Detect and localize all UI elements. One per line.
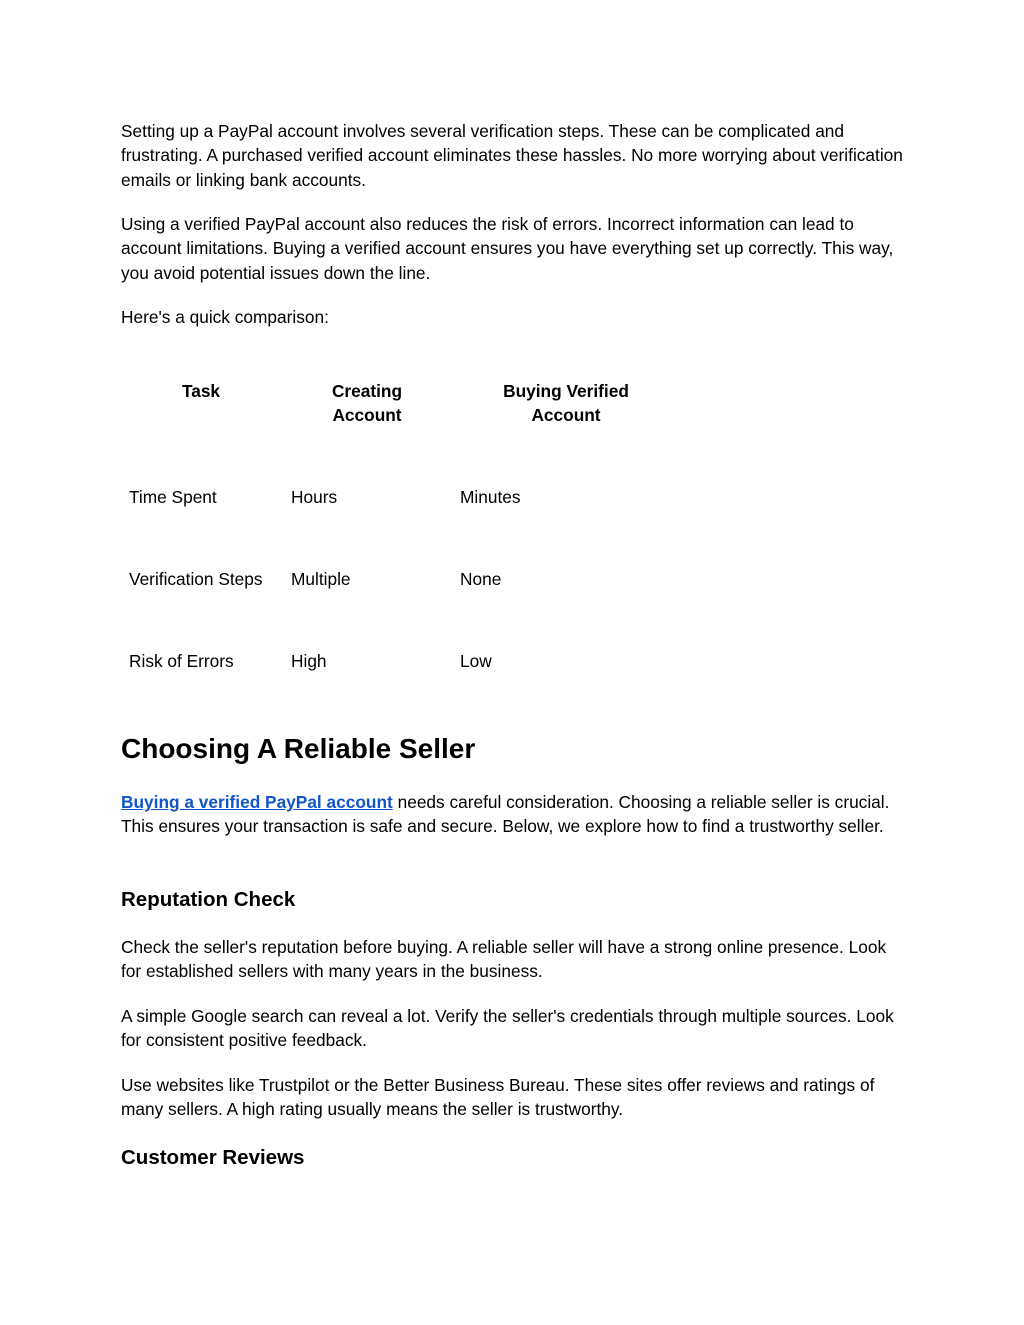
subheading-reputation-check: Reputation Check [121,888,296,911]
intro-paragraph-1: Setting up a PayPal account involves several verification steps. These can be complicated and frustrating. A purchased verified account eliminates these hassles. No more worrying about verification emails or linking bank accounts. [121,121,903,190]
table-cell: Verification Steps [129,569,263,589]
section-heading: Choosing A Reliable Seller [121,733,476,764]
table-cell: Low [460,651,492,671]
reputation-paragraph-2: A simple Google search can reveal a lot. Verify the seller's credentials through multiple sources. Look for consistent positive feedback. [121,1006,894,1051]
section-intro-paragraph [121,790,911,839]
table-cell: Risk of Errors [129,651,234,671]
table-cell: Hours [291,487,338,507]
table-cell: Time Spent [129,487,217,507]
section-intro-text: needs careful consideration. Choosing a reliable seller is crucial. This ensures your transaction is safe and secure. Below, we explore how to find a trustworthy seller. [121,792,890,837]
reputation-paragraph-3: Use websites like Trustpilot or the Better Business Bureau. These sites offer reviews and ratings of many sellers. A high rating usually means the seller is trustworthy. [121,1075,875,1120]
table-header-task: Task [181,381,221,401]
table-cell: High [291,651,327,671]
reputation-paragraph-1: Check the seller's reputation before buying. A reliable seller will have a strong online presence. Look for established sellers with many years in the business. [121,937,887,982]
table-header-creating: Creating Account [331,381,403,426]
intro-paragraph-2: Using a verified PayPal account also reduces the risk of errors. Incorrect information can lead to account limitations. Buying a verified account ensures you have everything set up correctly. This way, you avoid potential issues down the line. [121,214,894,283]
table-header-buying: Buying Verified Account [503,381,629,426]
subheading-customer-reviews: Customer Reviews [121,1146,305,1169]
buy-verified-account-link[interactable]: Buying a verified PayPal account [121,792,393,812]
table-cell: Multiple [291,569,351,589]
intro-paragraph-3: Here's a quick comparison: [121,307,329,327]
table-cell: None [460,569,502,589]
table-cell: Minutes [460,487,521,507]
